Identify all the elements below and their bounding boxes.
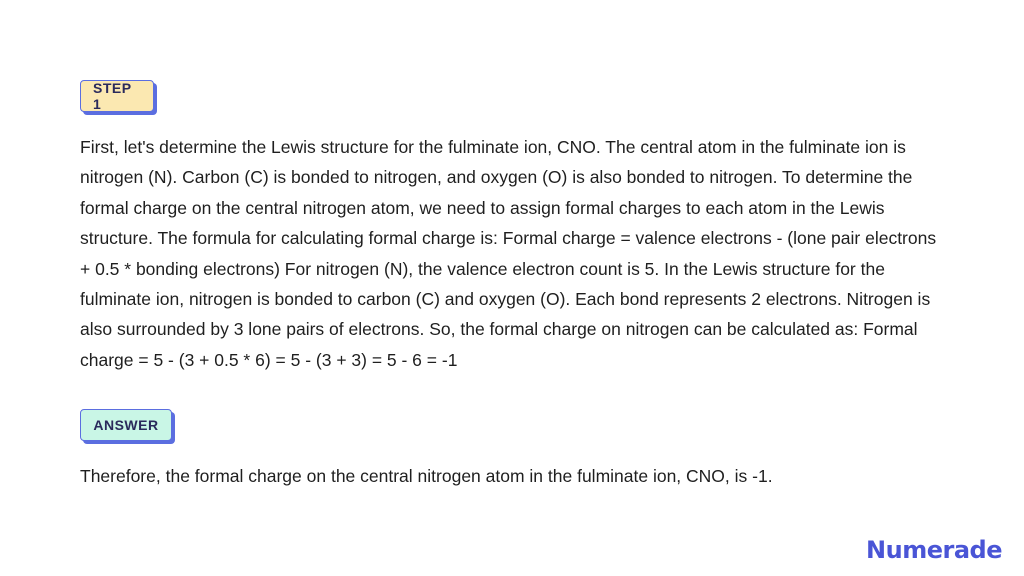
step-1-badge-label: STEP 1 [93,80,132,112]
answer-badge-label: ANSWER [93,417,159,433]
step-1-badge [80,80,154,112]
answer-badge [80,409,172,441]
numerade-logo [866,536,1002,564]
answer-text: Therefore, the formal charge on the central nitrogen atom in the fulminate ion, CNO, is -1. [80,466,773,486]
step-1-explanation: First, let's determine the Lewis structure for the fulminate ion, CNO. The central atom in the fulminate ion is nitrogen (N). Carbon (C) is bonded to nitrogen, and oxygen (O) is also bonded to nitrogen. To determine the formal charge on the central nitrogen atom, we need to assign formal charges to each atom in the Lewis structure. The formula for calculating formal charge is: Formal charge = valence electrons - (lone pair electrons + 0.5 * bonding electrons) For nitrogen (N), the valence electron count is 5. In the Lewis structure for the fulminate ion, nitrogen is bonded to carbon (C) and oxygen (O). Each bond represents 2 electrons. Nitrogen is also surrounded by 3 lone pairs of electrons. So, the formal charge on nitrogen can be calculated as: Formal charge = 5 - (3 + 0.5 * 6) = 5 - (3 + 3) = 5 - 6 = -1 [80,137,937,370]
numerade-logo-wordmark: Numerade [866,536,1002,564]
